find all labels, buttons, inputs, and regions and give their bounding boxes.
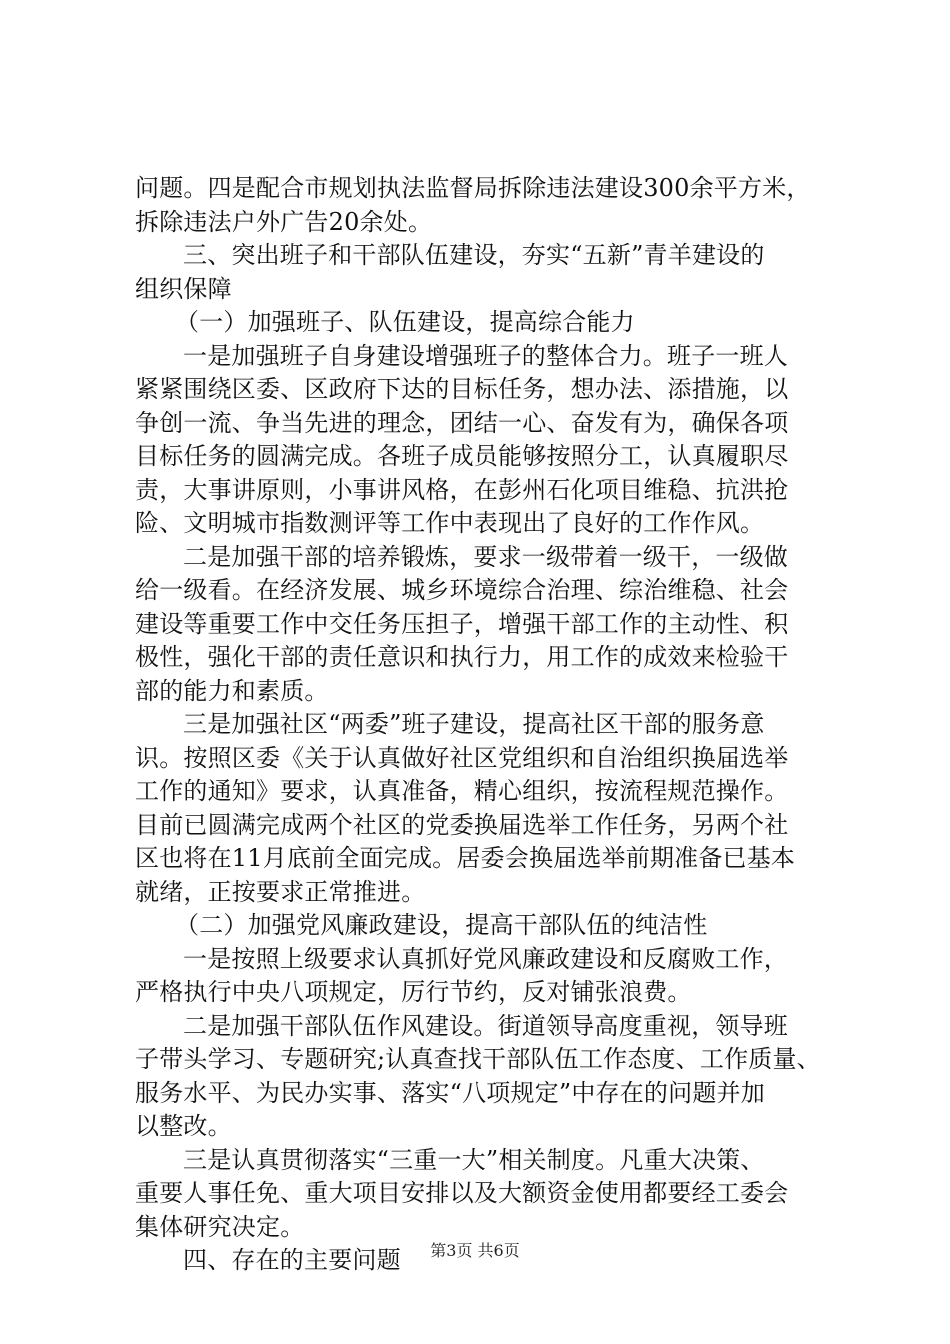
text-line: 识。按照区委《关于认真做好社区党组织和自治组织换届选举 <box>135 743 789 772</box>
text-line: 就绪，正按要求正常推进。 <box>135 877 426 906</box>
paragraph <box>135 306 835 340</box>
text-line: 三是加强社区“两委”班子建设，提高社区干部的服务意 <box>183 710 765 738</box>
paragraph <box>135 943 835 1010</box>
text-line: 二是加强干部队伍作风建设。街道领导高度重视，领导班 <box>183 1011 788 1040</box>
text-line: 二是加强干部的培养锻炼，要求一级带着一级干，一级做 <box>183 542 788 571</box>
paragraph <box>135 1144 835 1245</box>
text-line: 一是按照上级要求认真抓好党风廉政建设和反腐败工作， <box>183 944 788 973</box>
text-line: 三、突出班子和干部队伍建设，夯实“五新”青羊建设的 <box>183 241 765 269</box>
text-line: 部的能力和素质。 <box>135 676 329 705</box>
text-line: 组织保障 <box>135 274 232 303</box>
text-line: 严格执行中央八项规定，厉行节约，反对铺张浪费。 <box>135 978 692 1006</box>
text-line: （一）加强班子、队伍建设，提高综合能力 <box>175 308 635 336</box>
paragraph <box>135 708 835 909</box>
text-line: 工作的通知》要求，认真准备，精心组织，按流程规范操作。 <box>135 777 789 805</box>
paragraph <box>135 340 835 541</box>
page-footer: 第3页 共6页 <box>430 1241 520 1260</box>
document-body <box>135 172 835 1278</box>
text-line: 险、文明城市指数测评等工作中表现出了良好的工作作风。 <box>135 509 765 537</box>
text-line: 目前已圆满完成两个社区的党委换届选举工作任务，另两个社 <box>135 810 789 839</box>
text-line: 子带头学习、专题研究;认真查找干部队伍工作态度、工作质量、 <box>135 1045 821 1073</box>
paragraph <box>135 909 835 943</box>
text-line: 四、存在的主要问题 <box>183 1246 401 1274</box>
text-line: （二）加强党风廉政建设，提高干部队伍的纯洁性 <box>175 911 708 939</box>
text-line: 区也将在11月底前全面完成。居委会换届选举前期准备已基本 <box>135 844 796 872</box>
paragraph <box>135 172 835 239</box>
text-line: 建设等重要工作中交任务压担子，增强干部工作的主动性、积 <box>135 609 789 638</box>
text-line: 问题。四是配合市规划执法监督局拆除违法建设300余平方米， <box>135 174 811 202</box>
text-line: 三是认真贯彻落实“三重一大”相关制度。凡重大决策、 <box>183 1145 765 1174</box>
text-line: 责，大事讲原则，小事讲风格，在彭州石化项目维稳、抗洪抢 <box>135 475 789 504</box>
text-line: 重要人事任免、重大项目安排以及大额资金使用都要经工委会 <box>135 1179 789 1207</box>
text-line: 拆除违法户外广告20余处。 <box>135 207 433 236</box>
text-line: 服务水平、为民办实事、落实“八项规定”中存在的问题并加 <box>135 1078 765 1107</box>
text-line: 争创一流、争当先进的理念，团结一心、奋发有为，确保各项 <box>135 408 789 437</box>
paragraph <box>135 1010 835 1144</box>
text-line: 一是加强班子自身建设增强班子的整体合力。班子一班人 <box>183 341 788 370</box>
text-line: 以整改。 <box>135 1112 232 1140</box>
text-line: 极性，强化干部的责任意识和执行力，用工作的成效来检验干 <box>135 643 789 671</box>
text-line: 集体研究决定。 <box>135 1212 305 1241</box>
text-line: 目标任务的圆满完成。各班子成员能够按照分工，认真履职尽 <box>135 442 789 470</box>
text-line: 给一级看。在经济发展、城乡环境综合治理、综治维稳、社会 <box>135 576 789 604</box>
paragraph <box>135 541 835 709</box>
text-line: 紧紧围绕区委、区政府下达的目标任务，想办法、添措施，以 <box>135 375 789 403</box>
paragraph <box>135 239 835 306</box>
